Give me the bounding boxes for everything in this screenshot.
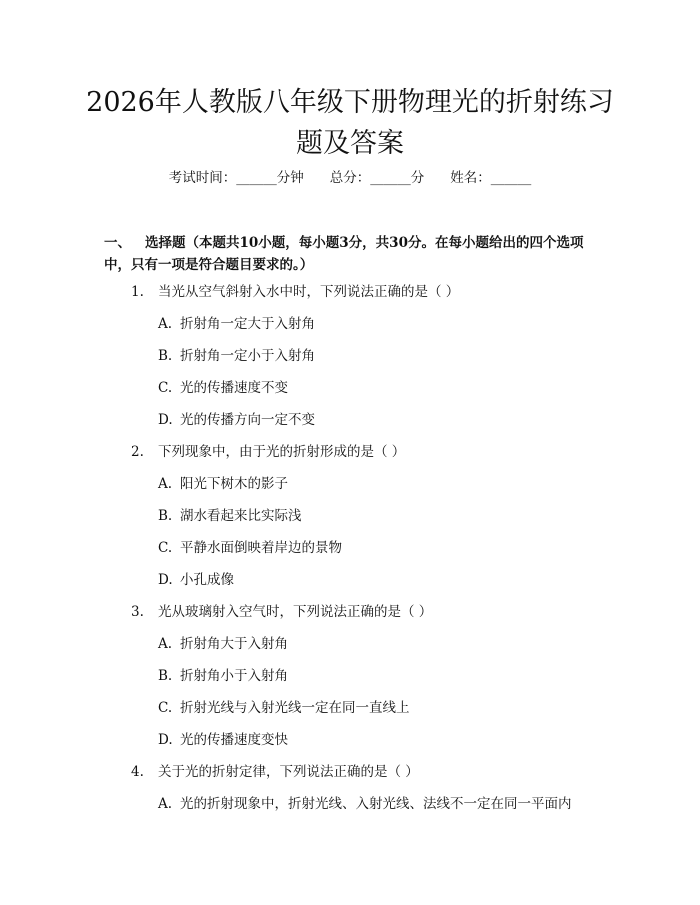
option-text: 平静水面倒映着岸边的景物 [180,540,342,556]
option-label: D. [158,412,173,428]
question-number: 3. [131,604,144,620]
option-3a [0,634,700,666]
option-text: 光的传播速度变快 [180,732,288,748]
option-label: C. [158,700,173,716]
section-text: 选择题（本题共10小题，每小题3分，共30分。在每小题给出的四个选项中，只有一项是符合题目要求的。） [104,235,584,273]
question-text: 下列现象中，由于光的折射形成的是（ ） [158,444,406,460]
question-number: 1. [131,284,144,300]
option-1c [0,378,700,410]
option-2b [0,506,700,538]
option-2d [0,570,700,602]
option-label: A. [158,796,173,812]
question-3 [0,602,700,634]
section-heading [104,232,604,276]
option-label: B. [158,348,173,364]
question-text: 关于光的折射定律，下列说法正确的是（ ） [158,764,419,780]
option-1a [0,314,700,346]
question-2 [0,442,700,474]
section-number: 一、 [104,235,131,251]
option-label: A. [158,636,173,652]
option-text: 小孔成像 [180,572,234,588]
option-1d [0,410,700,442]
option-label: D. [158,732,173,748]
option-label: C. [158,380,173,396]
option-3b [0,666,700,698]
question-number: 2. [131,444,144,460]
exam-meta [0,168,700,188]
option-label: A. [158,476,173,492]
option-4a [0,794,700,826]
question-1 [0,282,700,314]
option-label: B. [158,668,173,684]
option-text: 折射角小于入射角 [180,668,288,684]
option-label: C. [158,540,173,556]
question-text: 当光从空气斜射入水中时，下列说法正确的是（ ） [158,284,460,300]
option-text: 光的折射现象中，折射光线、入射光线、法线不一定在同一平面内 [180,796,572,812]
option-3c [0,698,700,730]
name-field: 姓名：______ [450,170,532,186]
question-list [0,282,700,826]
option-label: A. [158,316,173,332]
document-title: 2026年人教版八年级下册物理光的折射练习题及答案 [86,87,614,159]
question-4 [0,762,700,794]
option-text: 折射角大于入射角 [180,636,288,652]
option-label: B. [158,508,173,524]
option-text: 阳光下树木的影子 [180,476,288,492]
option-text: 湖水看起来比实际浅 [180,508,302,524]
total-score-field: 总分：______分 [329,170,425,186]
exam-time-field: 考试时间：______分钟 [168,170,304,186]
option-text: 折射光线与入射光线一定在同一直线上 [180,700,410,716]
option-label: D. [158,572,173,588]
option-text: 光的传播速度不变 [180,380,288,396]
option-2c [0,538,700,570]
option-2a [0,474,700,506]
question-text: 光从玻璃射入空气时，下列说法正确的是（ ） [158,604,433,620]
option-3d [0,730,700,762]
option-text: 折射角一定大于入射角 [180,316,315,332]
option-1b [0,346,700,378]
option-text: 光的传播方向一定不变 [180,412,315,428]
option-text: 折射角一定小于入射角 [180,348,315,364]
question-number: 4. [131,764,144,780]
